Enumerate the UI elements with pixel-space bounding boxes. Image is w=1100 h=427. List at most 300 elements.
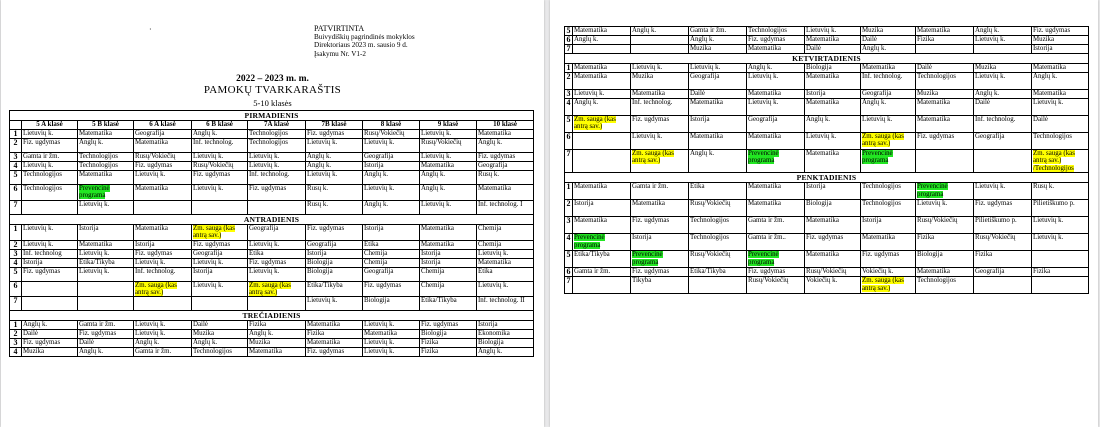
period-number: 7 [565,277,573,294]
lesson-cell [22,240,78,249]
lesson-cell [747,116,805,133]
day-header-row [10,214,534,224]
lesson-text: Žm. sauga (kas antrą sav.) [574,116,616,131]
lesson-text: Fiz. ugdymas [249,258,287,266]
approval-line: PATVIRTINTA [314,24,365,33]
day-header-row [10,311,534,321]
lesson-text: Technologijos [862,183,901,191]
lesson-text: Matematika [806,150,839,157]
timetable-page-1 [9,110,534,357]
lesson-cell [248,171,306,185]
lesson-cell [916,116,974,133]
lesson-cell [747,73,805,90]
lesson-text: Etika [690,183,705,191]
period-number: 3 [10,249,22,258]
lesson-text: Matematika [307,339,340,347]
lesson-cell [192,200,248,214]
lesson-cell [192,162,248,171]
lesson-text: Lietuvių k. [249,240,280,248]
lesson-cell [477,153,534,162]
table-row [10,200,534,214]
lesson-text: Matematika [806,99,839,106]
lesson-cell [248,200,306,214]
lesson-text: Fiz. ugdymas [1033,27,1071,34]
lesson-text: Matematika [1033,64,1066,71]
lesson-cell [306,200,363,214]
lesson-text: Technologijos [862,200,901,208]
class-column-header: 5 B klasė [78,121,134,130]
lesson-text: Istorija [806,183,826,191]
lesson-text: Fiz. ugdymas [79,330,117,338]
lesson-text: Gamta ir žm. [632,183,669,191]
lesson-cell [573,183,631,200]
table-row [565,99,1089,116]
table-row [10,139,534,153]
lesson-text: Fizika [249,321,267,329]
lesson-cell [363,200,420,214]
lesson-cell [420,267,477,281]
lesson-cell [306,339,363,348]
lesson-text: Gamta ir žm. [79,321,116,329]
lesson-cell [22,258,78,267]
lesson-cell [631,116,689,133]
lesson-cell [420,185,477,201]
lesson-cell [306,258,363,267]
lesson-text: Anglų k. [806,116,831,123]
lesson-cell [78,297,134,311]
lesson-text: Istorija [23,258,43,266]
table-row [565,251,1089,268]
lesson-cell [22,130,78,139]
lesson-cell [477,321,534,330]
lesson-text: Biologija [364,297,390,305]
lesson-cell [805,217,861,234]
lesson-text: Dailė [917,64,932,71]
lesson-text: Fiz. ugdymas [193,240,231,248]
lesson-cell [78,240,134,249]
lesson-cell [916,251,974,268]
lesson-cell [363,171,420,185]
lesson-text: Anglų k. [193,339,218,347]
lesson-cell [22,249,78,258]
lesson-cell [805,234,861,251]
lesson-text: Etika/Tikyba [307,281,343,289]
lesson-cell [861,64,916,73]
lesson-text: Lietuvių k. [1033,234,1064,242]
lesson-text: Dailė [23,330,38,338]
lesson-text: Fiz. ugdymas [632,268,670,276]
lesson-cell [573,277,631,294]
lesson-text: Fiz. ugdymas [135,162,173,169]
lesson-text: Muzika [1033,36,1055,43]
lesson-text: Anglų k. [690,150,715,157]
lesson-cell [477,297,534,311]
lesson-cell [631,27,689,36]
lesson-cell [974,133,1032,150]
lesson-cell [363,297,420,311]
lesson-text: Matematika [135,185,168,192]
lesson-text: Geografija [690,73,720,80]
lesson-cell [306,139,363,153]
lesson-cell [420,258,477,267]
lesson-cell [78,139,134,153]
lesson-text: Dailė [690,90,705,97]
lesson-text: Anglų k. [690,36,715,43]
lesson-text: Matematika [806,217,839,225]
lesson-text: Technologijos [690,217,729,225]
lesson-text: Lietuvių k. [364,348,395,356]
lesson-text: Matematika [917,99,950,106]
lesson-cell [861,45,916,54]
lesson-cell [420,200,477,214]
lesson-text: Technologijos [690,234,729,242]
lesson-cell [363,130,420,139]
lesson-text: Fiz. ugdymas [975,200,1013,208]
lesson-text: Lietuvių k. [79,249,110,257]
lesson-cell [916,99,974,116]
lesson-text: Lietuvių k. [748,99,779,106]
lesson-cell [22,297,78,311]
lesson-cell [22,162,78,171]
lesson-cell [805,64,861,73]
lesson-cell [192,297,248,311]
lesson-cell [306,130,363,139]
lesson-cell [477,281,534,297]
lesson-cell [631,217,689,234]
lesson-cell [861,268,916,277]
lesson-text: Fizika [1033,268,1051,276]
lesson-text: Lietuvių k. [975,36,1006,43]
lesson-text: Istorija [690,116,710,123]
lesson-cell [573,116,631,133]
lesson-text: Prevencinė programa [748,150,779,165]
lesson-text: Rusų k. [307,185,329,192]
period-number: 4 [565,234,573,251]
lesson-cell [689,183,747,200]
lesson-cell [248,258,306,267]
lesson-cell [573,45,631,54]
period-number: 4 [10,162,22,171]
lesson-cell [22,200,78,214]
lesson-text: Rusų k. [1033,183,1055,191]
lesson-text: Rusų/Vokiečių [806,268,847,276]
lesson-cell [974,27,1032,36]
period-number: 2 [10,240,22,249]
lesson-text: Anglų k. [79,348,104,356]
corner-cell [10,121,22,130]
lesson-text: Matematika [1033,90,1066,97]
lesson-text: Lietuvių k. [632,64,663,71]
lesson-text: Matematika [806,36,839,43]
lesson-cell [78,224,134,240]
lesson-text: Prevencinė programa [917,183,948,198]
lesson-text: Fiz. ugdymas [632,116,670,123]
lesson-cell [248,297,306,311]
lesson-text: Istorija [806,90,826,97]
lesson-text: Matematika [249,348,282,356]
lesson-cell [363,321,420,330]
lesson-cell [363,348,420,357]
lesson-text: Lietuvių k. [975,183,1006,191]
lesson-cell [477,258,534,267]
lesson-text: Istorija [193,267,213,275]
lesson-cell [306,224,363,240]
lesson-cell [689,268,747,277]
lesson-text: Matematika [135,224,168,232]
lesson-cell [248,348,306,357]
lesson-cell [974,150,1032,173]
lesson-text: Lietuvių k. [364,321,395,329]
lesson-cell [78,185,134,201]
period-number: 3 [10,153,22,162]
lesson-text: Matematika [917,27,950,34]
period-number: 4 [10,348,22,357]
lesson-cell [573,268,631,277]
table-row [10,224,534,240]
lesson-text: Fizika [975,251,993,259]
lesson-cell [134,171,192,185]
lesson-text: Matematika [862,234,895,242]
lesson-cell [134,281,192,297]
lesson-cell [192,153,248,162]
table-row [565,45,1089,54]
lesson-cell [747,277,805,294]
lesson-text: Lietuvių k. [917,200,948,208]
lesson-text: Rusų k. [307,200,329,208]
class-column-header: 7B klasė [306,121,363,130]
lesson-text: Žm. sauga (kas antrą sav.) [249,281,291,297]
lesson-text: Muzika [193,330,215,338]
lesson-cell [974,268,1032,277]
lesson-text: Lietuvių k. [478,249,509,257]
lesson-text: Fizika [421,348,439,356]
lesson-cell [747,99,805,116]
lesson-text: Inf. technolog [23,249,62,257]
period-number: 5 [10,171,22,185]
lesson-cell [1032,36,1089,45]
lesson-text: Geografija [135,130,165,137]
lesson-text: Anglų k. [478,139,503,146]
lesson-cell [631,277,689,294]
lesson-cell [916,200,974,217]
period-number: 1 [565,183,573,200]
period-number: 6 [10,185,22,201]
lesson-text: Lietuvių k. [364,185,395,192]
lesson-cell [363,185,420,201]
lesson-cell [974,234,1032,251]
table-row [10,162,534,171]
class-column-header: 6 B klasė [192,121,248,130]
lesson-text: Gamta ir žm. [135,348,172,356]
lesson-text: Dailė [806,45,821,52]
lesson-cell [420,153,477,162]
lesson-text: Lietuvių k. [79,200,110,208]
lesson-cell [689,217,747,234]
lesson-text: Technologijos [23,185,62,192]
lesson-cell [974,45,1032,54]
lesson-text: Dailė [862,36,877,43]
lesson-cell [631,73,689,90]
period-number: 4 [10,258,22,267]
lesson-cell [1032,45,1089,54]
lesson-text: Chemija [364,249,388,257]
lesson-cell [689,90,747,99]
lesson-cell [1032,277,1089,294]
lesson-cell [420,240,477,249]
lesson-text: Anglų k. [1033,73,1058,80]
lesson-cell [861,73,916,90]
lesson-cell [78,153,134,162]
lesson-cell [805,36,861,45]
lesson-cell [631,90,689,99]
lesson-text: Geografija [364,267,394,275]
lesson-cell [631,234,689,251]
lesson-cell [974,99,1032,116]
lesson-cell [248,224,306,240]
lesson-text: Matematika [478,130,511,137]
lesson-cell [689,277,747,294]
lesson-text: Dailė [975,99,990,106]
lesson-text: Fizika [917,234,935,242]
lesson-cell [631,183,689,200]
lesson-cell [974,200,1032,217]
lesson-text: Lietuvių k. [23,240,54,248]
lesson-cell [916,150,974,173]
day-penktadienis: PENKTADIENIS [565,173,1089,183]
lesson-text: Prevencinė programa [748,251,779,266]
period-number: 6 [10,281,22,297]
lesson-cell [477,330,534,339]
lesson-text: Muzika [23,348,45,356]
lesson-cell [573,133,631,150]
lesson-text: Inf. technolog. [975,116,1016,123]
lesson-cell [747,45,805,54]
lesson-cell [134,258,192,267]
lesson-cell [573,27,631,36]
period-number: 1 [10,321,22,330]
lesson-cell [78,339,134,348]
document-title: PAMOKŲ TVARKARAŠTIS [203,84,342,96]
lesson-cell [363,339,420,348]
lesson-cell [1032,27,1089,36]
lesson-cell [916,234,974,251]
lesson-text: Lietuvių k. [806,133,837,140]
lesson-cell [689,200,747,217]
lesson-text: Muzika [975,64,997,71]
lesson-cell [78,249,134,258]
lesson-cell [861,217,916,234]
document-page-2 [550,0,1098,427]
lesson-cell [747,268,805,277]
lesson-text: Inf. technolog. [632,99,673,106]
lesson-text: Matematika [421,240,454,248]
lesson-cell [689,133,747,150]
lesson-text: Gamta ir žm.. [748,234,786,242]
lesson-text: Anglų k. [249,330,274,338]
lesson-text: Fiz. ugdymas [23,339,61,347]
lesson-cell [192,240,248,249]
lesson-cell [192,185,248,201]
lesson-cell [861,200,916,217]
class-column-header: 7A klasė [248,121,306,130]
lesson-cell [747,217,805,234]
lesson-cell [805,116,861,133]
lesson-text: Anglų k. [421,171,446,178]
lesson-cell [306,281,363,297]
lesson-text: Etika [249,249,264,257]
lesson-cell [916,133,974,150]
lesson-text: Anglų k. [632,27,657,34]
period-number: 2 [10,330,22,339]
lesson-cell [192,130,248,139]
lesson-text: Geografija [193,249,223,257]
lesson-cell [974,73,1032,90]
lesson-cell [805,73,861,90]
lesson-text: Matematika [307,321,340,329]
lesson-text: Fiz. ugdymas [135,249,173,257]
lesson-text: Geografija [862,90,892,97]
lesson-text: Pilietiškumo p. [975,217,1017,225]
lesson-cell [363,162,420,171]
lesson-cell [805,183,861,200]
lesson-cell [306,240,363,249]
lesson-cell [363,258,420,267]
lesson-cell [420,321,477,330]
lesson-text: Anglų k. [364,171,389,178]
lesson-text: Anglų k. [364,200,389,208]
table-row [10,330,534,339]
lesson-cell [477,185,534,201]
lesson-text: Fiz. ugdymas [23,139,61,146]
period-number: 6 [566,35,571,44]
lesson-cell [78,130,134,139]
lesson-cell [689,116,747,133]
table-row [10,240,534,249]
lesson-cell [631,36,689,45]
lesson-cell [420,224,477,240]
lesson-text: Geografija [748,116,778,123]
lesson-cell [420,297,477,311]
lesson-text: Gamta ir žm. [690,27,727,34]
lesson-text: Matematika [478,258,511,266]
lesson-cell [477,348,534,357]
period-number: 1 [566,63,571,72]
period-number: 2 [565,73,573,90]
lesson-text: Istorija [307,249,327,257]
lesson-cell [477,200,534,214]
lesson-cell [974,90,1032,99]
lesson-text: Istorija [421,249,441,257]
lesson-cell [1032,183,1089,200]
lesson-text: Biologija [421,330,447,338]
lesson-cell [916,277,974,294]
lesson-cell [573,99,631,116]
lesson-text: Fiz. ugdymas [307,224,345,232]
period-number: 6 [566,267,571,277]
lesson-text: Lietuvių k. [193,185,224,192]
lesson-cell [747,27,805,36]
lesson-text: Gamta ir žm. [574,268,611,276]
lesson-text: Lietuvių k. [364,339,395,347]
lesson-text: Fiz. ugdymas [862,251,900,259]
lesson-text: Fiz. ugdymas [249,185,287,192]
table-row [10,297,534,311]
lesson-cell [134,321,192,330]
lesson-cell [805,133,861,150]
lesson-text: Fiz. ugdymas [193,171,231,178]
lesson-cell [1032,217,1089,234]
lesson-cell [363,153,420,162]
